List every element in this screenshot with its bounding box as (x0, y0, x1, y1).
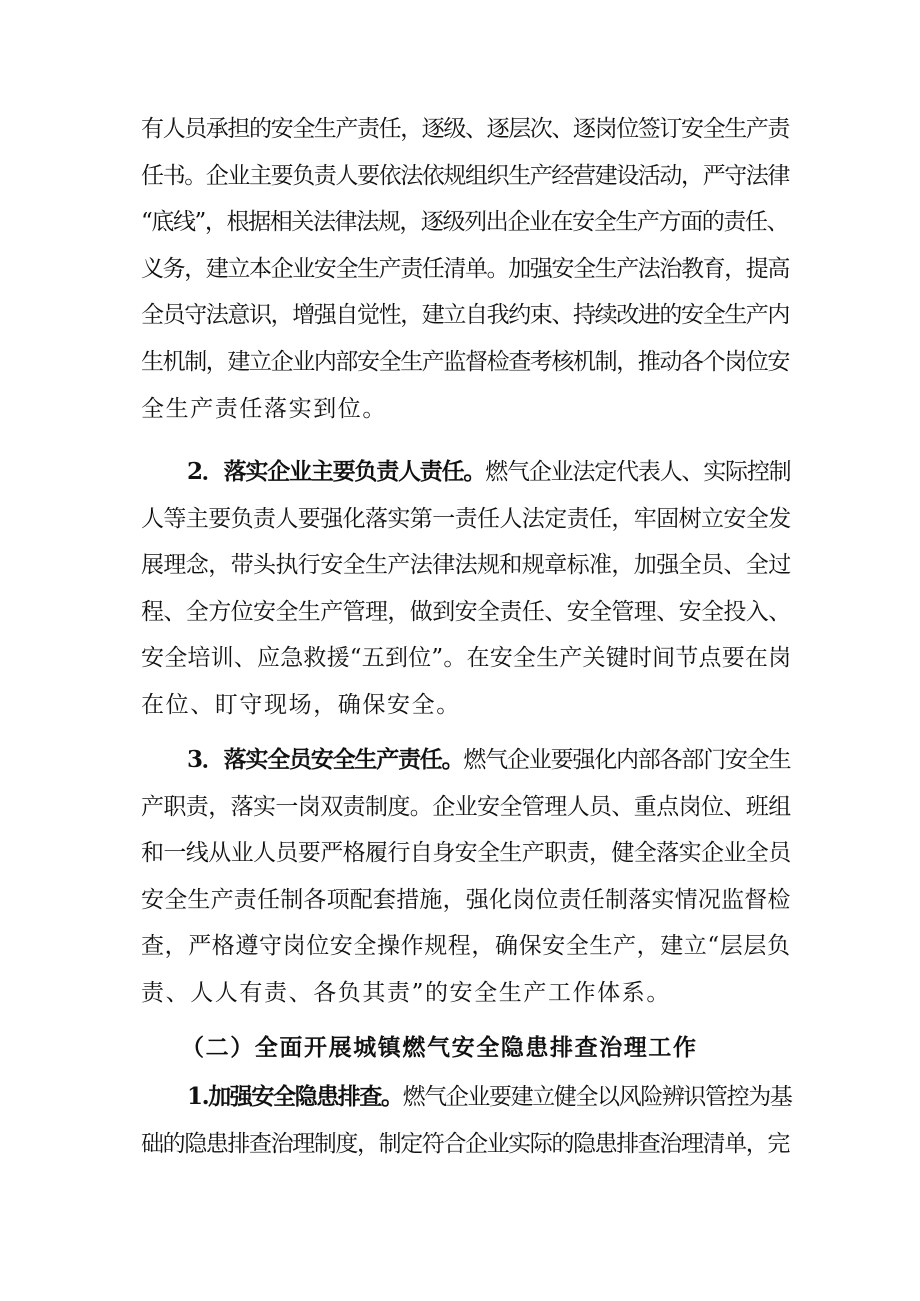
text-line: 安全生产责任制各项配套措施，强化岗位责任制落实情况监督检 (141, 886, 791, 913)
text-line (141, 737, 791, 784)
text-line: 任书。企业主要负责人要依法依规组织生产经营建设活动，严守法律 (141, 162, 790, 189)
text-line: 有人员承担的安全生产责任，逐级、逐层次、逐岗位签订安全生产责 (141, 116, 790, 142)
bold-lead: 1.加强安全隐患排查。 (187, 1083, 403, 1110)
line-rest: 燃气企业要建立健全以风险辨识管控为基 (402, 1084, 792, 1110)
text-line: 和一线从业人员要严格履行自身安全生产职责，健全落实企业全员 (141, 840, 791, 867)
text-line: “底线”，根据相关法律法规，逐级列出企业在安全生产方面的责任、 (141, 209, 789, 236)
line-rest: 燃气企业法定代表人、实际控制 (485, 459, 791, 485)
text-line: 义务，建立本企业安全生产责任清单。加强安全生产法治教育，提高 (141, 255, 790, 282)
text-line (141, 1074, 791, 1121)
paragraph-1 (141, 106, 791, 432)
text-line: 人等主要负责人要强化落实第一责任人法定责任，牢固树立安全发 (141, 505, 791, 532)
text-line: 础的隐患排查治理制度，制定符合企业实际的隐患排查治理清单，完 (141, 1130, 790, 1157)
text-line: 查，严格遵守岗位安全操作规程，确保安全生产，建立“层层负 (141, 933, 791, 960)
text-line: 全员守法意识，增强自觉性，建立自我约束、持续改进的安全生产内 (141, 302, 790, 329)
text-line: 产职责，落实一岗双责制度。企业安全管理人员、重点岗位、班组 (141, 793, 791, 820)
bold-lead: 2．落实企业主要负责人责任。 (187, 458, 486, 485)
paragraph-2 (141, 449, 791, 729)
text-line: 在位、盯守现场，确保安全。 (141, 691, 461, 718)
line-rest: 燃气企业要强化内部各部门安全生 (463, 747, 791, 773)
bold-lead: 3．落实全员安全生产责任。 (187, 746, 464, 773)
section-heading: （二）全面开展城镇燃气安全隐患排查治理工作 (181, 1034, 698, 1061)
text-line: 安全培训、应急救援“五到位”。在安全生产关键时间节点要在岗 (141, 645, 792, 672)
text-line: 责、人人有责、各负其责”的安全生产工作体系。 (141, 979, 671, 1006)
text-line: 展理念，带头执行安全生产法律法规和规章标准，加强全员、全过 (141, 552, 791, 579)
text-line: 程、全方位安全生产管理，做到安全责任、安全管理、安全投入、 (141, 598, 791, 625)
section-heading-block (141, 1025, 791, 1072)
paragraph-3 (141, 737, 791, 1017)
text-line (141, 449, 791, 496)
text-line: 全生产责任落实到位。 (141, 395, 387, 422)
paragraph-4 (141, 1074, 791, 1167)
text-line: 生机制，建立企业内部安全生产监督检查考核机制，推动各个岗位安 (141, 348, 790, 375)
